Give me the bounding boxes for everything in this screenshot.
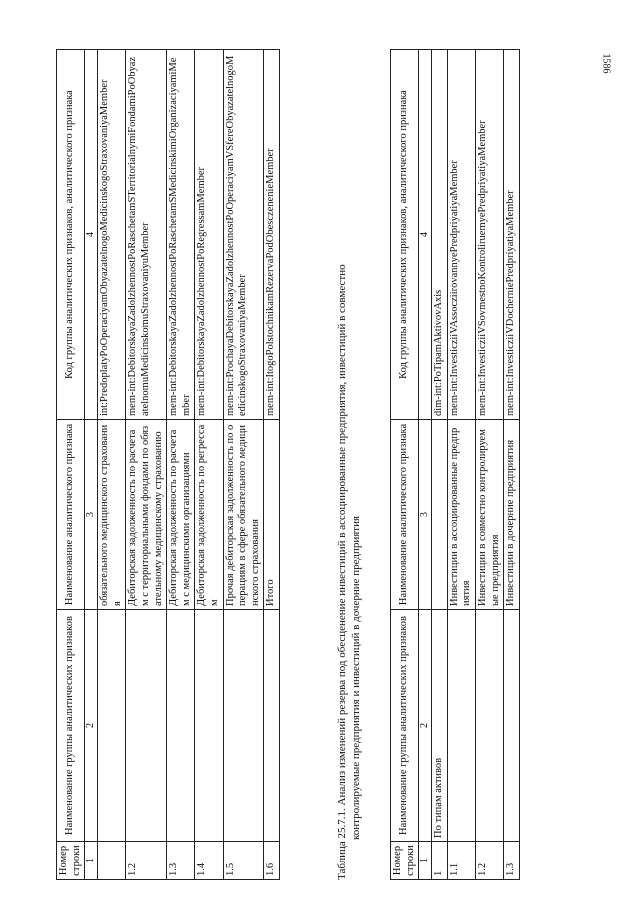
row-code: mem-int:InvesticziiVDocherniePredpriyatiyaMember [504, 50, 520, 420]
table-header-row [57, 50, 85, 880]
row-code: mem-int:ProchayaDebitorskayaZadolzhennostPoOperaciyamVSfereObyazatelnogoMedicinskogoStraxovaniyaMember [223, 50, 264, 420]
table-header-row [391, 50, 419, 880]
header-code: Код группы аналитических признаков, аналитического признака [391, 50, 419, 420]
row-code: mem-int:InvesticziiVAssocziirovannyePredpriyatiyaMember [447, 50, 475, 420]
row-number [98, 842, 126, 880]
row-code: int:PredoplatyPoOperaciyamObyazatelnogoMedicinskogoStraxovaniyaMember [98, 50, 126, 420]
table-row [264, 50, 280, 880]
table-row [447, 50, 475, 880]
page-number: 1586 [600, 53, 612, 74]
caption-line-2: контролируемые предприятия и инвестиций в дочерние предприятия [349, 515, 362, 840]
row-group [126, 610, 167, 842]
row-attribute-name [432, 420, 448, 610]
table-row [475, 50, 503, 880]
table-row [432, 50, 448, 880]
header-row-number: Номер строки [391, 842, 419, 880]
header-attribute-name: Наименование аналитического признака [391, 420, 419, 610]
table-investment-impairment [390, 49, 520, 880]
column-number: 3 [419, 420, 432, 610]
row-attribute-name: Дебиторская задолженность по расчетам с медицинскими организациями [167, 420, 195, 610]
row-number: 1.3 [167, 842, 195, 880]
column-number: 2 [419, 610, 432, 842]
row-group [504, 610, 520, 842]
rotated-page-content [38, 50, 598, 880]
table-row [167, 50, 195, 880]
row-code: mem-int:InvesticziiVSovmestnoKontroliruemyePredpriyatiyaMember [475, 50, 503, 420]
row-code: dim-int:PoTipamAktivovAxis [432, 50, 448, 420]
row-number: 1.1 [447, 842, 475, 880]
table-caption [336, 50, 364, 880]
row-number: 1.4 [195, 842, 223, 880]
row-group [447, 610, 475, 842]
row-code: mem-int:DebitorskayaZadolzhennostPoRegressamMember [195, 50, 223, 420]
row-group [98, 610, 126, 842]
caption-line-1: Таблица 25.7.1. Анализ изменений резерва под обесценение инвестиций в ассоциированные предприятия, инвестиций в совместно [336, 264, 348, 880]
table-analytics-continued [56, 49, 280, 880]
header-group-name: Наименование группы аналитических признаков [391, 610, 419, 842]
row-attribute-name: Прочая дебиторская задолженность по операциям в сфере обязательного медицинского страхования [223, 420, 264, 610]
row-group: По типам активов [432, 610, 448, 842]
header-row-number: Номер строки [57, 842, 85, 880]
row-group [195, 610, 223, 842]
column-number-row [85, 50, 98, 880]
row-attribute-name: обязательного медицинского страхования [98, 420, 126, 610]
column-number: 1 [85, 842, 98, 880]
table-row [126, 50, 167, 880]
header-code: Код группы аналитических признаков, аналитического признака [57, 50, 85, 420]
table-row [223, 50, 264, 880]
row-attribute-name: Инвестиции в ассоциированные предприятия [447, 420, 475, 610]
row-attribute-name: Инвестиции в дочерние предприятия [504, 420, 520, 610]
header-group-name: Наименование группы аналитических признаков [57, 610, 85, 842]
row-number: 1.2 [126, 842, 167, 880]
column-number: 1 [419, 842, 432, 880]
row-attribute-name: Дебиторская задолженность по расчетам с территориальными фондами по обязательному медицинскому страхованию [126, 420, 167, 610]
column-number: 2 [85, 610, 98, 842]
column-number: 4 [85, 50, 98, 420]
row-number: 1 [432, 842, 448, 880]
column-number: 3 [85, 420, 98, 610]
row-code: mem-int:DebitorskayaZadolzhennostPoRaschetamSTerritorialnymiFondamiPoObyazatelnomuMedicinskomuStraxovaniyuMember [126, 50, 167, 420]
row-attribute-name: Итого [264, 420, 280, 610]
table-row [98, 50, 126, 880]
row-attribute-name: Инвестиции в совместно контролируемые предприятия [475, 420, 503, 610]
table-row [195, 50, 223, 880]
row-number: 1.3 [504, 842, 520, 880]
column-number-row [419, 50, 432, 880]
row-group [264, 610, 280, 842]
column-number: 4 [419, 50, 432, 420]
row-code: mem-int:ItogoPolstochnikamRezervaPodObesczenenieMember [264, 50, 280, 420]
table-row [504, 50, 520, 880]
row-code: mem-int:DebitorskayaZadolzhennostPoRaschetamSMedicinskimiOrganizaciyamiMember [167, 50, 195, 420]
row-attribute-name: Дебиторская задолженность по регрессам [195, 420, 223, 610]
row-group [223, 610, 264, 842]
row-group [167, 610, 195, 842]
header-attribute-name: Наименование аналитического признака [57, 420, 85, 610]
row-group [475, 610, 503, 842]
row-number: 1.2 [475, 842, 503, 880]
row-number: 1.5 [223, 842, 264, 880]
row-number: 1.6 [264, 842, 280, 880]
